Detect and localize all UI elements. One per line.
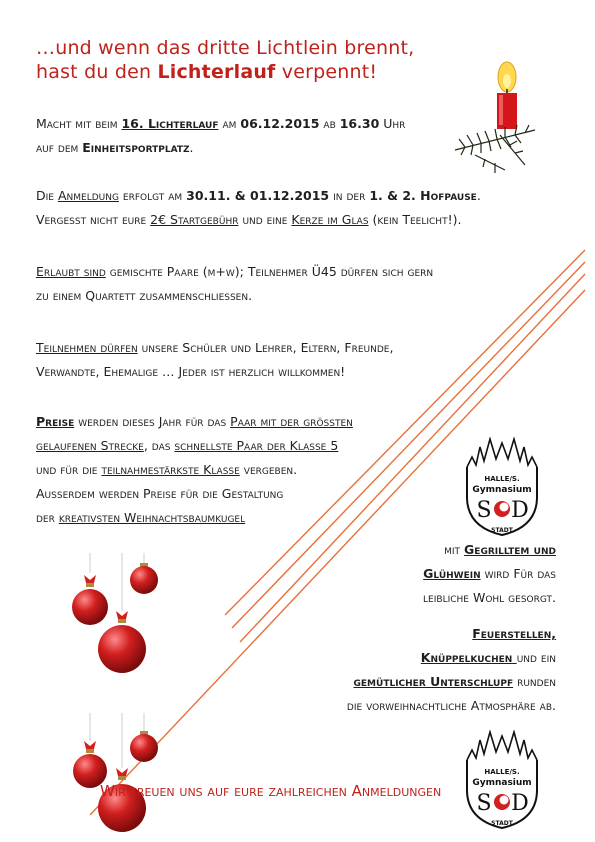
text: Die	[36, 188, 58, 203]
title-line-1: …und wenn das dritte Lichtlein brennt,	[36, 37, 415, 59]
text: am	[218, 116, 241, 131]
school-logo	[462, 437, 542, 537]
text: werden dieses Jahr für das	[74, 414, 231, 429]
text: wird Für das	[480, 566, 556, 581]
logo-letter-s: S	[476, 791, 492, 816]
candle-icon	[445, 55, 545, 180]
logo-line3: STADT	[491, 820, 513, 827]
logo-line2: Gymnasium	[472, 778, 532, 788]
ornament-icon	[72, 713, 162, 838]
text: leibliche Wohl gesorgt.	[423, 590, 556, 605]
logo-line1: HALLE/S.	[484, 768, 520, 776]
text: gemischte Paare (m+w); Teilnehmer Ü45 dürfen sich gern	[105, 264, 434, 279]
text: der	[36, 510, 59, 525]
prize-category: gelaufenen Strecke	[36, 438, 144, 453]
title-line-2	[36, 60, 476, 84]
page-title	[36, 36, 476, 84]
text: Macht mit beim	[36, 116, 122, 131]
logo-letter-d: D	[511, 498, 529, 523]
text: die vorweihnachtliche Atmosphäre ab.	[346, 698, 556, 713]
text: unsere Schüler und Lehrer, Eltern, Freunde,	[137, 340, 394, 355]
footer-text: Wir freuen uns auf eure zahlreichen Anmeldungen	[100, 782, 442, 800]
text: auf dem	[36, 140, 83, 155]
title-highlight: Lichterlauf	[157, 61, 276, 83]
paragraph-registration	[36, 184, 576, 232]
text: zu einem Quartett zusammenschließen.	[36, 288, 253, 303]
atmosphere-item: Knüppelkuchen	[420, 650, 517, 665]
paragraph-rules	[36, 260, 536, 308]
text: , das	[143, 438, 175, 453]
ornament-icon	[72, 553, 162, 683]
atmosphere-item: Feuerstellen,	[472, 626, 556, 641]
food-item: Gegrilltem und	[464, 542, 556, 557]
text: (kein Teelicht!).	[368, 212, 462, 227]
paragraph-prizes	[36, 410, 456, 530]
registration-time: 1. & 2. Hofpause	[369, 188, 477, 203]
event-time: 16.30	[339, 116, 380, 131]
text: in der	[329, 188, 370, 203]
registration-dates: 30.11. & 01.12.2015	[186, 188, 330, 203]
text: erfolgt am	[118, 188, 187, 203]
title-text: hast du den	[36, 61, 158, 83]
event-location: Einheitsportplatz	[82, 140, 190, 155]
logo-letter-d: D	[511, 791, 529, 816]
text: Vergesst nicht eure	[36, 212, 151, 227]
school-logo	[462, 730, 542, 830]
logo-line2: Gymnasium	[472, 485, 532, 495]
prize-category: teilnahmestärkste Klasse	[101, 462, 240, 477]
drink-item: Glühwein	[423, 566, 481, 581]
text: und eine	[238, 212, 292, 227]
text: .	[476, 188, 481, 203]
atmosphere-item: gemütlicher Unterschlupf	[353, 674, 514, 689]
candle-requirement: Kerze im Glas	[291, 212, 369, 227]
paragraph-atmosphere	[260, 622, 556, 718]
prize-category: schnellste Paar der Klasse 5	[174, 438, 339, 453]
text: Uhr	[379, 116, 406, 131]
text: Verwandte, Ehemalige … Jeder ist herzlich willkommen!	[36, 364, 346, 379]
paragraph-food	[300, 538, 556, 610]
text: und ein	[516, 650, 556, 665]
text: mit	[444, 542, 465, 557]
text: und für die	[36, 462, 102, 477]
text: vergeben.	[239, 462, 298, 477]
title-text: verpennt!	[275, 61, 378, 83]
start-fee: 2€ Startgebühr	[150, 212, 239, 227]
prizes-label: Preise	[36, 414, 75, 429]
rules-label: Erlaubt sind	[36, 264, 106, 279]
paragraph-participants	[36, 336, 536, 384]
paragraph-intro	[36, 112, 456, 160]
text: Außerdem werden Preise für die Gestaltung	[36, 486, 284, 501]
text: runden	[513, 674, 556, 689]
text: .	[189, 140, 194, 155]
participants-label: Teilnehmen dürfen	[36, 340, 138, 355]
logo-line3: STADT	[491, 527, 513, 534]
prize-category: kreativsten Weihnachtsbaumkugel	[58, 510, 246, 525]
prize-category: Paar mit der größten	[230, 414, 353, 429]
registration-label: Anmeldung	[57, 188, 119, 203]
event-date: 06.12.2015	[240, 116, 320, 131]
logo-line1: HALLE/S.	[484, 475, 520, 483]
event-name: 16. Lichterlauf	[121, 116, 219, 131]
logo-letter-s: S	[476, 498, 492, 523]
text: ab	[319, 116, 340, 131]
